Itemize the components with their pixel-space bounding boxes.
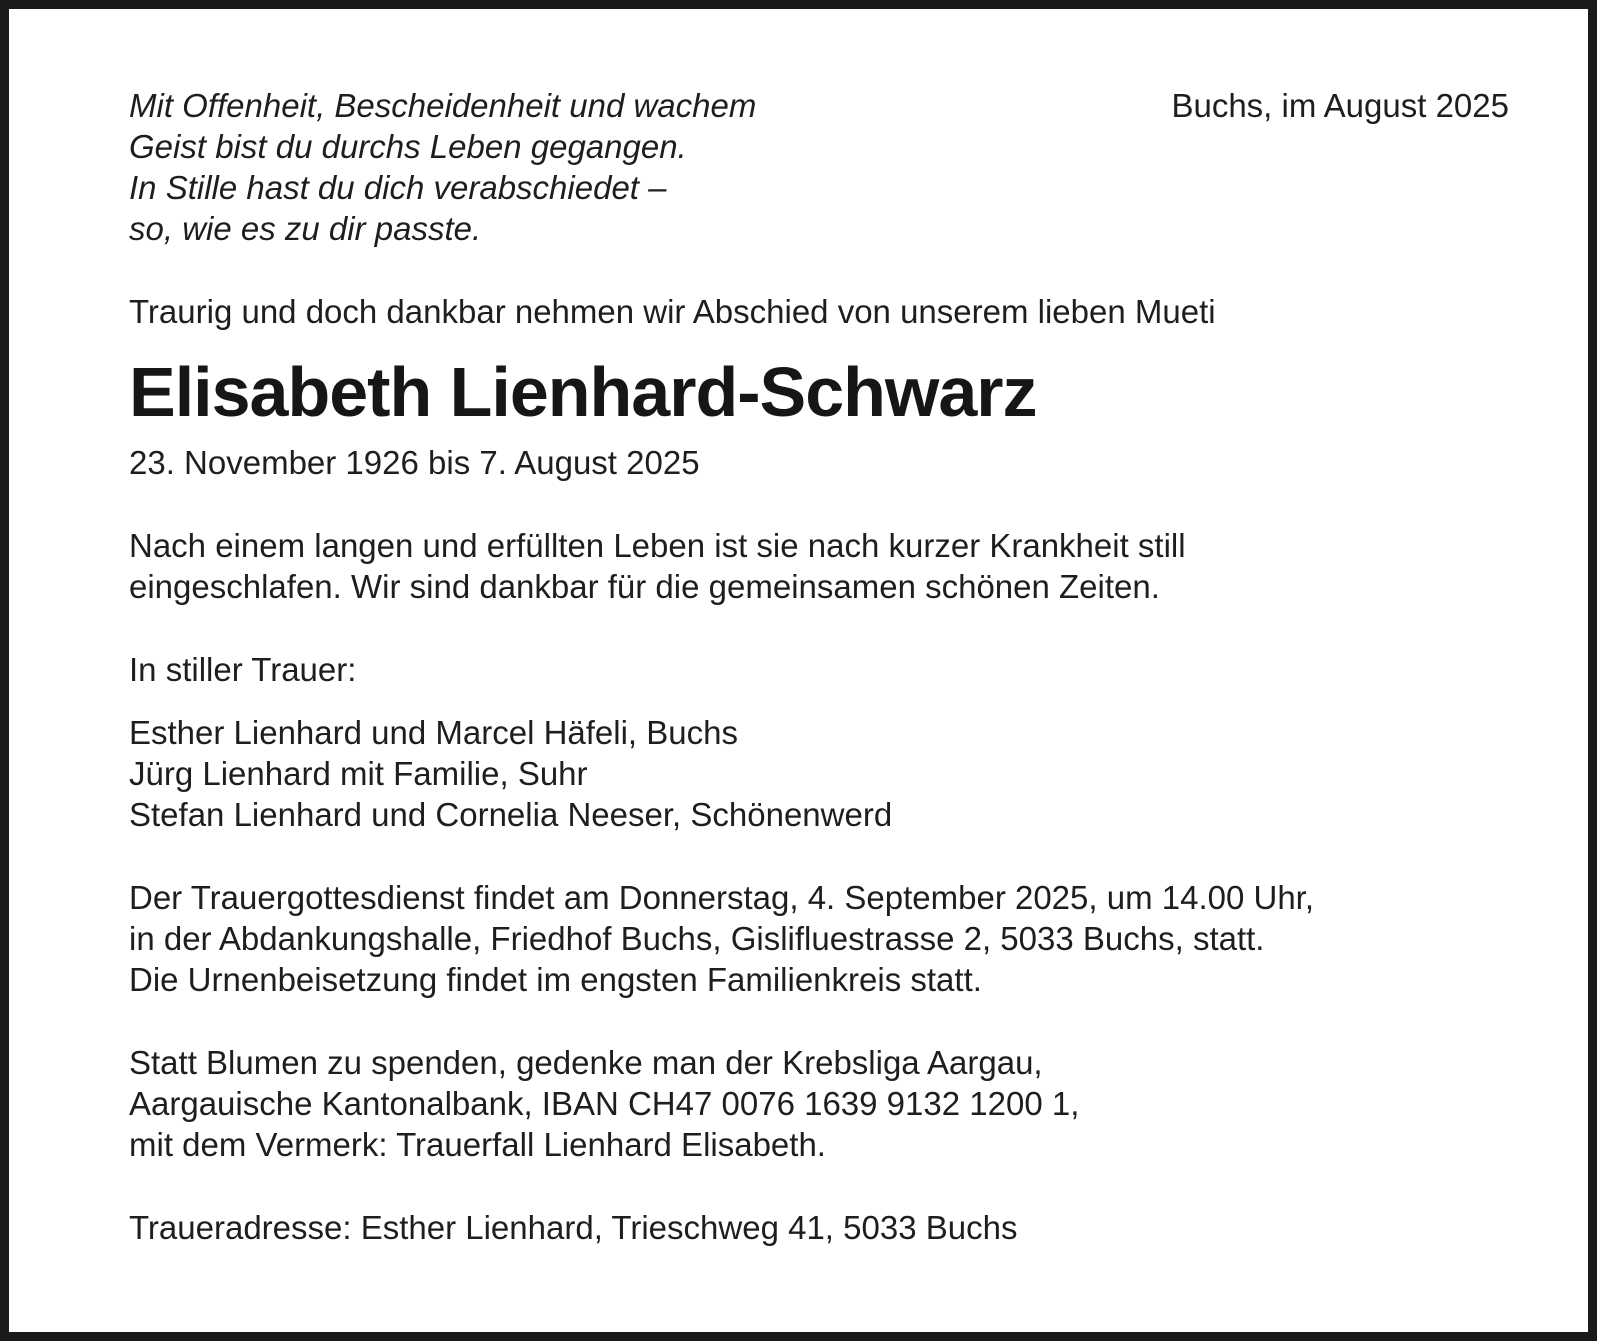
- mourner-entry: Esther Lienhard und Marcel Häfeli, Buchs: [129, 714, 738, 751]
- service-line: Der Trauergottesdienst findet am Donnerstag, 4. September 2025, um 14.00 Uhr,: [129, 879, 1315, 916]
- poem-line: In Stille hast du dich verabschiedet –: [129, 169, 667, 206]
- service-line: in der Abdankungshalle, Friedhof Buchs, Gislifluestrasse 2, 5033 Buchs, statt.: [129, 920, 1265, 957]
- service-line: Die Urnenbeisetzung findet im engsten Familienkreis statt.: [129, 961, 982, 998]
- donation-line: Statt Blumen zu spenden, gedenke man der Krebsliga Aargau,: [129, 1044, 1043, 1081]
- life-dates: 23. November 1926 bis 7. August 2025: [129, 444, 700, 481]
- donation-line: Aargauische Kantonalbank, IBAN CH47 0076 1639 9132 1200 1,: [129, 1085, 1080, 1122]
- poem-line: so, wie es zu dir passte.: [129, 210, 482, 247]
- poem: [129, 85, 756, 249]
- poem-line: Geist bist du durchs Leben gegangen.: [129, 128, 687, 165]
- mourner-entry: Jürg Lienhard mit Familie, Suhr: [129, 755, 588, 792]
- farewell-line: Nach einem langen und erfüllten Leben ist sie nach kurzer Krankheit still: [129, 527, 1186, 564]
- mourner-entry: Stefan Lienhard und Cornelia Neeser, Schönenwerd: [129, 796, 893, 833]
- deceased-name: Elisabeth Lienhard-Schwarz: [129, 353, 1037, 431]
- farewell-text: [129, 525, 1509, 607]
- service-info: [129, 877, 1509, 1000]
- mourning-label: In stiller Trauer:: [129, 651, 357, 688]
- mourners-list: [129, 712, 1509, 835]
- mourning-address: Traueradresse: Esther Lienhard, Trieschweg 41, 5033 Buchs: [129, 1209, 1018, 1246]
- place-date: Buchs, im August 2025: [1171, 87, 1509, 124]
- poem-line: Mit Offenheit, Bescheidenheit und wachem: [129, 87, 757, 124]
- obituary-content: [129, 85, 1509, 1248]
- donation-info: [129, 1042, 1509, 1165]
- header-row: [129, 85, 1509, 249]
- donation-line: mit dem Vermerk: Trauerfall Lienhard Elisabeth.: [129, 1126, 826, 1163]
- farewell-line: eingeschlafen. Wir sind dankbar für die gemeinsamen schönen Zeiten.: [129, 568, 1160, 605]
- intro-text: Traurig und doch dankbar nehmen wir Abschied von unserem lieben Mueti: [129, 293, 1216, 330]
